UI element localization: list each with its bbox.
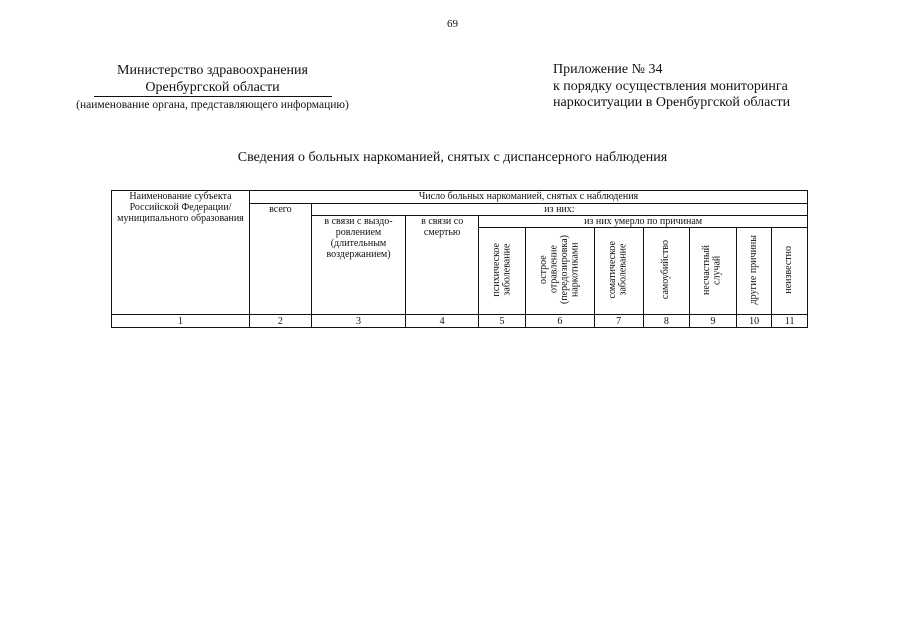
cause-header bbox=[594, 228, 643, 315]
column-number: 11 bbox=[772, 315, 808, 328]
appendix-line-2: к порядку осуществления мониторинга bbox=[553, 78, 788, 94]
cause-header bbox=[690, 228, 737, 315]
organization-line-1: Министерство здравоохранения bbox=[117, 63, 308, 78]
column-number: 9 bbox=[690, 315, 737, 328]
header-subject: Наименование субъекта Российской Федерации/ муниципального образования bbox=[112, 191, 250, 315]
cause-label: несчастный случай bbox=[701, 244, 723, 295]
column-number: 8 bbox=[643, 315, 690, 328]
cause-label: другие причины bbox=[747, 234, 759, 305]
column-number: 7 bbox=[594, 315, 643, 328]
document-title: Сведения о больных наркоманией, снятых с диспансерного наблюдения bbox=[237, 150, 668, 165]
cause-label: соматическое заболевание bbox=[607, 240, 629, 299]
column-number: 1 bbox=[112, 315, 250, 328]
header-of-them: из них: bbox=[311, 204, 807, 216]
cause-label: неизвестно bbox=[783, 245, 795, 294]
header-group: Число больных наркоманией, снятых с наблюдения bbox=[249, 191, 807, 204]
cause-label: самоубийство bbox=[660, 239, 672, 300]
column-number: 5 bbox=[479, 315, 526, 328]
header-death: в связи со смертью bbox=[406, 216, 479, 315]
cause-label: психическое заболевание bbox=[490, 242, 513, 297]
header-recovery: в связи с выздо- ровлением (длительным воздержанием) bbox=[311, 216, 405, 315]
organization-caption: (наименование органа, представляющего информацию) bbox=[76, 99, 349, 111]
column-number: 10 bbox=[736, 315, 772, 328]
column-number: 6 bbox=[525, 315, 594, 328]
appendix-title: Приложение № 34 bbox=[553, 62, 663, 77]
column-number: 4 bbox=[406, 315, 479, 328]
cause-header bbox=[736, 228, 772, 315]
header-died-by-cause: из них умерло по причинам bbox=[479, 216, 808, 228]
column-number: 3 bbox=[311, 315, 405, 328]
cause-label: острое отравление (передозировка) наркотиками bbox=[537, 234, 581, 304]
organization-line-2: Оренбургской области bbox=[94, 79, 332, 97]
organization-block bbox=[40, 62, 385, 113]
appendix-line-3: наркоситуации в Оренбургской области bbox=[553, 95, 791, 110]
page-number: 69 bbox=[447, 18, 458, 30]
report-table bbox=[111, 190, 808, 328]
cause-header bbox=[772, 228, 808, 315]
cause-header bbox=[479, 228, 526, 315]
header-total: всего bbox=[249, 204, 311, 315]
column-number-row bbox=[112, 315, 808, 328]
cause-header bbox=[643, 228, 690, 315]
appendix-block bbox=[553, 62, 873, 112]
cause-header bbox=[525, 228, 594, 315]
column-number: 2 bbox=[249, 315, 311, 328]
